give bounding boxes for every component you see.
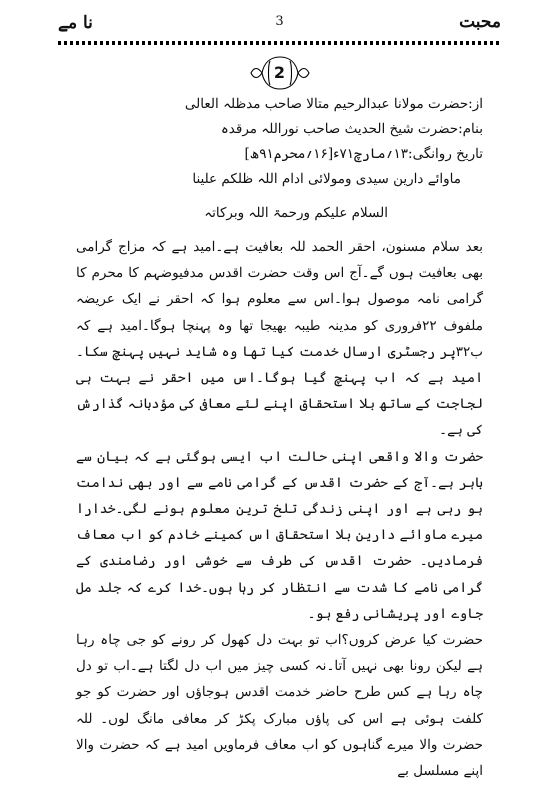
header-title-left: نا مے [58,13,93,33]
letter-salam: السلام علیکم ورحمۃ اللہ وبرکاتہ [204,205,388,221]
letter-to: بنام:حضرت شیخ الحدیث صاحب نوراللہ مرقدہ [220,121,483,137]
paragraph-1: بعد سلام مسنون، احقر الحمد للہ بعافیت ہے۔امید ہے کہ مزاج گرامی بھی بعافیت ہوں گے۔آج اس وقت حضرت اقدس مدفیوضہم کا محرم کا گرامی نامہ موصول ہوا۔اس سے معلوم ہوا کہ احقر نے ایک عریضہ ملفوف ۲۲فروری کو مدینہ طیبہ بھیجا تھا وہ پہنچا ہوگا۔امید ہے کہ ب۳۲پر رجسٹری ارسال خدمت کیا تھا وہ شاید نہیں پہنچ سکا۔امید ہے کہ اب پہنچ گیا ہوگا۔اس میں احقر نے بہت ہی لجاجت کے ساتھ بلا استحقاق اپنے لئے معافی کی مؤدبانہ گذارش کی ہے۔ [76,239,483,439]
paragraph-2: حضرت والا واقعی اپنی حالت اب ایسی ہوگئی ہے کہ بیان سے باہر ہے۔آج کے حضرت اقدس کے گرامی نامے سے اور بھی ندامت ہو رہی ہے اور اپنی زندگی تلخ ترین معلوم ہونے لگی۔خدارا میرے ماوائے دارین بلا استحقاق اس کمینے خادم کو اب معاف فرمادیں۔ حضرت اقدس کی طرف سے خوشی اور رضامندی کے گرامی نامے کا شدت سے انتظار کر رہا ہوں۔خدا کرے کہ جلد مل جاوے اور پریشانی رفع ہو۔ [76,448,483,622]
letter-number-ornament [248,55,312,91]
letter-body [76,92,483,784]
page-header [58,12,501,34]
letter-date: تاریخ روانگی:۱۳؍مارچ۷۱ء[۱۶؍محرم۹۱ھ] [244,146,483,162]
letter-from: از:حضرت مولانا عبدالرحیم متالا صاحب مدظلہ العالی [184,96,483,112]
header-divider [58,40,501,46]
letter-number: 2 [273,63,286,82]
paragraph-3: حضرت کیا عرض کروں؟اب تو بہت دل کھول کر رونے کو جی چاہ رہا ہے لیکن رونا بھی نہیں آتا۔نہ کسی چیز میں اب دل لگتا ہے۔اب تو دل چاہ رہا ہے کس طرح حاضر خدمت اقدس ہوجاؤں اور حضرت کو جو کلفت ہوئی ہے اس کی پاؤں مبارک پکڑ کر معافی مانگ لوں۔ للہ حضرت والا میرے گناہوں کو اب معاف فرماویں امید ہے کہ حضرت والا اپنے مسلسل بے [76,632,483,780]
header-title-right: محبت [459,12,501,32]
page-number: 3 [275,14,284,29]
letter-address: ماوائے دارین سیدی ومولائی ادام اللہ ظلکم علینا [192,171,461,187]
